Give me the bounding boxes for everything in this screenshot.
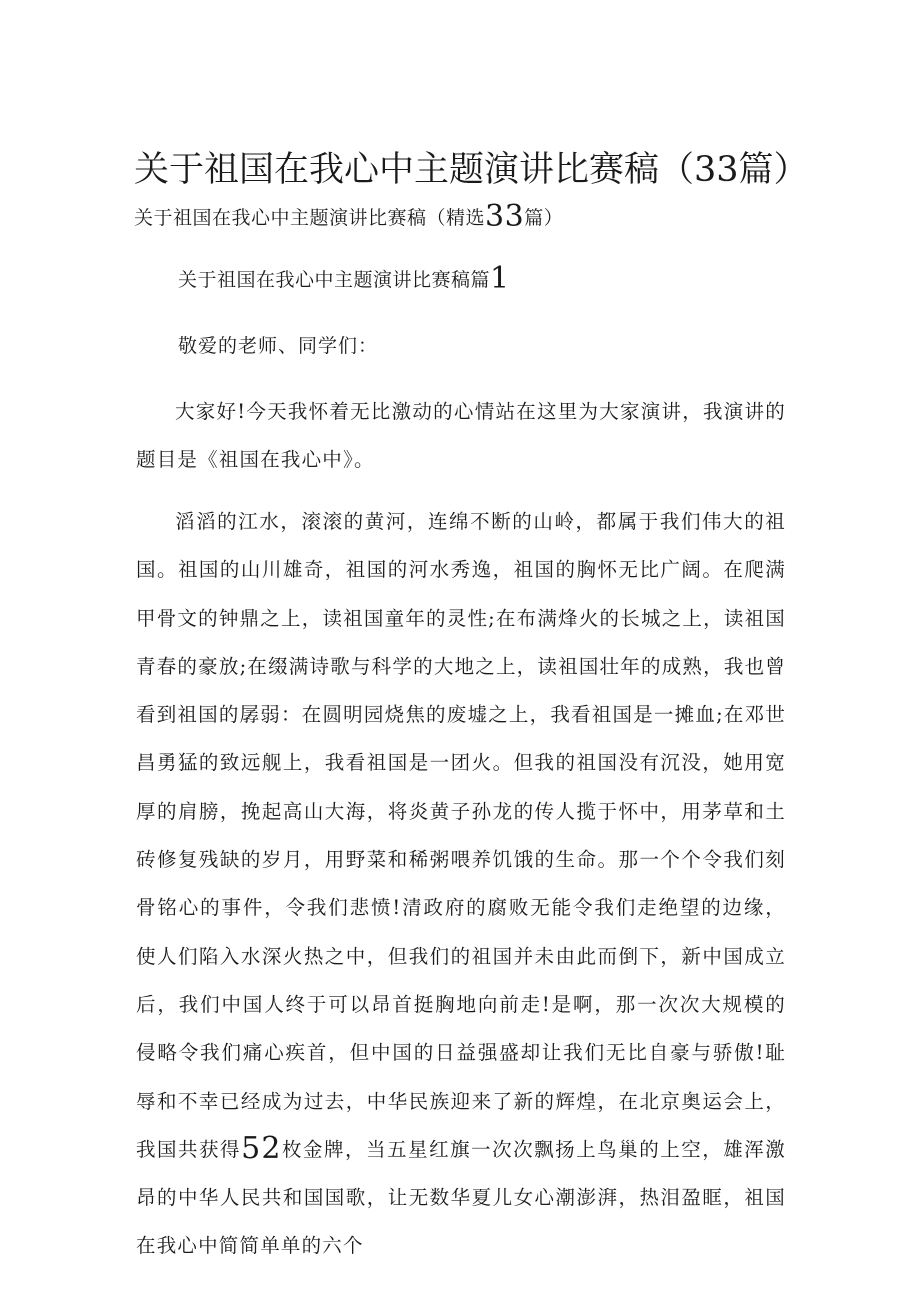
paragraph-2-text-a: 滔滔的江水，滚滚的黄河，连绵不断的山岭，都属于我们伟大的祖国。祖国的山川雄奇，祖国的河水秀逸，祖国的胸怀无比广阔。在爬满甲骨文的钟鼎之上，读祖国童年的灵性;在布满烽火的长城之上，读祖国青春的豪放;在缀满诗歌与科学的大地之上，读祖国壮年的成熟，我也曾看到祖国的孱弱：在圆明园烧焦的废墟之上，我看祖国是一摊血;在邓世昌勇猛的致远舰上，我看祖国是一团火。但我的祖国没有沉没，她用宽厚的肩膀，挽起高山大海，将炎黄子孙龙的传人揽于怀中，用茅草和土砖修复残缺的岁月，用野菜和稀粥喂养饥饿的生命。那一个个令我们刻骨铭心的事件，令我们悲愤!清政府的腐败无能令我们走绝望的边缘，使人们陷入水深火热之中，但我们的祖国并未由此而倒下，新中国成立后，我们中国人终于可以昂首挺胸地向前走!是啊，那一次次大规模的侵略令我们痛心疾首，但中国的日益强盛却让我们无比自豪与骄傲!耻辱和不幸已经成为过去，中华民族迎来了新的辉煌，在北京奥运会上，我国共获得 (136, 510, 786, 1161)
document-title: 关于祖国在我心中主题演讲比赛稿（33篇） (134, 150, 809, 190)
document-subtitle (134, 200, 814, 236)
subtitle-prefix: 关于祖国在我心中主题演讲比赛稿（精选 (134, 207, 486, 229)
gold-medal-count: 52 (241, 1130, 282, 1166)
paragraph-2-text-b: 枚金牌，当五星红旗一次次飘扬上鸟巢的上空，雄浑激昂的中华人民共和国国歌，让无数华夏儿女心潮澎湃，热泪盈眶，祖国在我心中简简单单的六个 (136, 1137, 786, 1258)
section-heading-number: 1 (490, 261, 510, 296)
speech-paragraph-1: 大家好!今天我怀着无比激动的心情站在这里为大家演讲，我演讲的题目是《祖国在我心中》。 (136, 400, 786, 471)
speech-greeting: 敬爱的老师、同学们： (178, 335, 379, 357)
subtitle-suffix: 篇） (524, 207, 564, 229)
subtitle-number: 33 (485, 199, 525, 234)
section-heading (178, 262, 818, 298)
section-heading-text: 关于祖国在我心中主题演讲比赛稿篇 (178, 269, 491, 291)
speech-paragraph-2 (136, 498, 786, 1271)
